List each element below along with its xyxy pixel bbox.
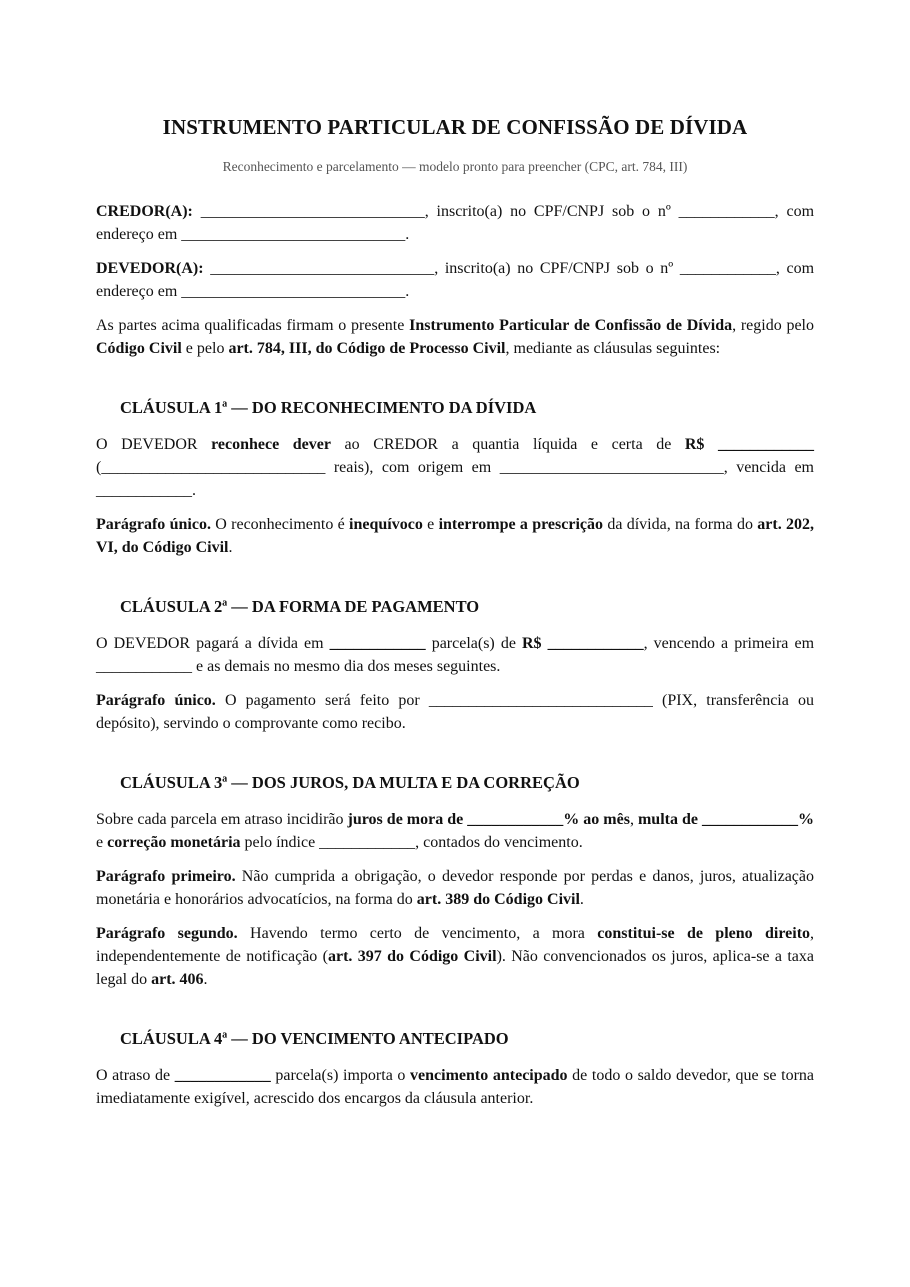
credor-paragraph: CREDOR(A): ____________________________, inscrito(a) no CPF/CNPJ sob o nº ____________, com endereço em ____________________________. xyxy=(96,203,815,243)
devedor-address-blank: ____________________________ xyxy=(181,283,406,300)
origin-blank: ____________________________ xyxy=(499,459,724,476)
payment-method-blank: ____________________________ xyxy=(428,692,653,709)
clause-3-second-paragraph: Parágrafo segundo. Havendo termo certo de vencimento, a mora constitui-se de pleno direito, independentemente de notificação (art. 397 do Código Civil). Não convencionados os juros, aplica-se a taxa legal do art. 406. xyxy=(96,925,815,988)
clause-1-paragraph: O DEVEDOR reconhece dever ao CREDOR a quantia líquida e certa de R$ ____________ (____________________________ reais), com origem em ____________________________, vencida em ____________. xyxy=(96,436,814,499)
clause-2-paragraph: O DEVEDOR pagará a dívida em ____________ parcela(s) de R$ ____________, vencendo a primeira em ____________ e as demais no mesmo dia dos meses seguintes. xyxy=(96,635,815,675)
devedor-name-blank: ____________________________ xyxy=(210,260,435,277)
credor-label: CREDOR(A): xyxy=(96,203,193,220)
installments-blank: ____________ xyxy=(329,635,426,652)
amount-words-blank: ____________________________ xyxy=(101,459,326,476)
first-due-blank: ____________ xyxy=(96,658,192,675)
clause-1-heading: CLÁUSULA 1ª — DO RECONHECIMENTO DA DÍVIDA xyxy=(120,398,537,417)
intro-paragraph: As partes acima qualificadas firmam o presente Instrumento Particular de Confissão de Dívida, regido pelo Código Civil e pelo art. 784, III, do Código de Processo Civil, mediante as cláusulas seguintes: xyxy=(96,317,815,357)
credor-address-blank: ____________________________ xyxy=(181,226,406,243)
devedor-label: DEVEDOR(A): xyxy=(96,260,204,277)
credor-name-blank: ____________________________ xyxy=(200,203,425,220)
clause-4-paragraph: O atraso de ____________ parcela(s) importa o vencimento antecipado de todo o saldo devedor, que se torna imediatamente exigível, acrescido dos encargos da cláusula anterior. xyxy=(96,1067,815,1107)
installment-value-blank: R$ ____________ xyxy=(522,635,644,652)
late-installments-blank: ____________ xyxy=(174,1067,271,1084)
document-subtitle: Reconhecimento e parcelamento — modelo pronto para preencher (CPC, art. 784, III) xyxy=(222,159,688,174)
clause-2-sole-paragraph: Parágrafo único. O pagamento será feito por ____________________________ (PIX, transferência ou depósito), servindo o comprovante como recibo. xyxy=(96,692,815,732)
amount-blank: R$ ____________ xyxy=(684,436,814,453)
document-title: INSTRUMENTO PARTICULAR DE CONFISSÃO DE DÍVIDA xyxy=(162,115,748,139)
interest-blank: juros de mora de ____________% ao mês xyxy=(347,811,630,828)
clause-1-sole-paragraph: Parágrafo único. O reconhecimento é inequívoco e interrompe a prescrição da dívida, na forma do art. 202, VI, do Código Civil. xyxy=(96,516,815,556)
penalty-blank: multa de ____________% xyxy=(637,811,814,828)
due-date-blank: ____________ xyxy=(96,482,192,499)
credor-cpf-blank: ____________ xyxy=(678,203,775,220)
clause-4-heading: CLÁUSULA 4ª — DO VENCIMENTO ANTECIPADO xyxy=(120,1029,509,1048)
devedor-cpf-blank: ____________ xyxy=(679,260,776,277)
clause-3-first-paragraph: Parágrafo primeiro. Não cumprida a obrigação, o devedor responde por perdas e danos, juros, atualização monetária e honorários advocatícios, na forma do art. 389 do Código Civil. xyxy=(96,868,814,908)
devedor-paragraph: DEVEDOR(A): ____________________________, inscrito(a) no CPF/CNPJ sob o nº ____________, com endereço em ____________________________. xyxy=(96,260,815,300)
clause-3-heading: CLÁUSULA 3ª — DOS JUROS, DA MULTA E DA CORREÇÃO xyxy=(120,773,580,792)
clause-3-paragraph: Sobre cada parcela em atraso incidirão juros de mora de ____________% ao mês, multa de ____________% e correção monetária pelo índice ____________, contados do vencimento. xyxy=(96,811,814,851)
clause-2-heading: CLÁUSULA 2ª — DA FORMA DE PAGAMENTO xyxy=(120,597,480,616)
index-blank: ____________ xyxy=(319,834,416,851)
